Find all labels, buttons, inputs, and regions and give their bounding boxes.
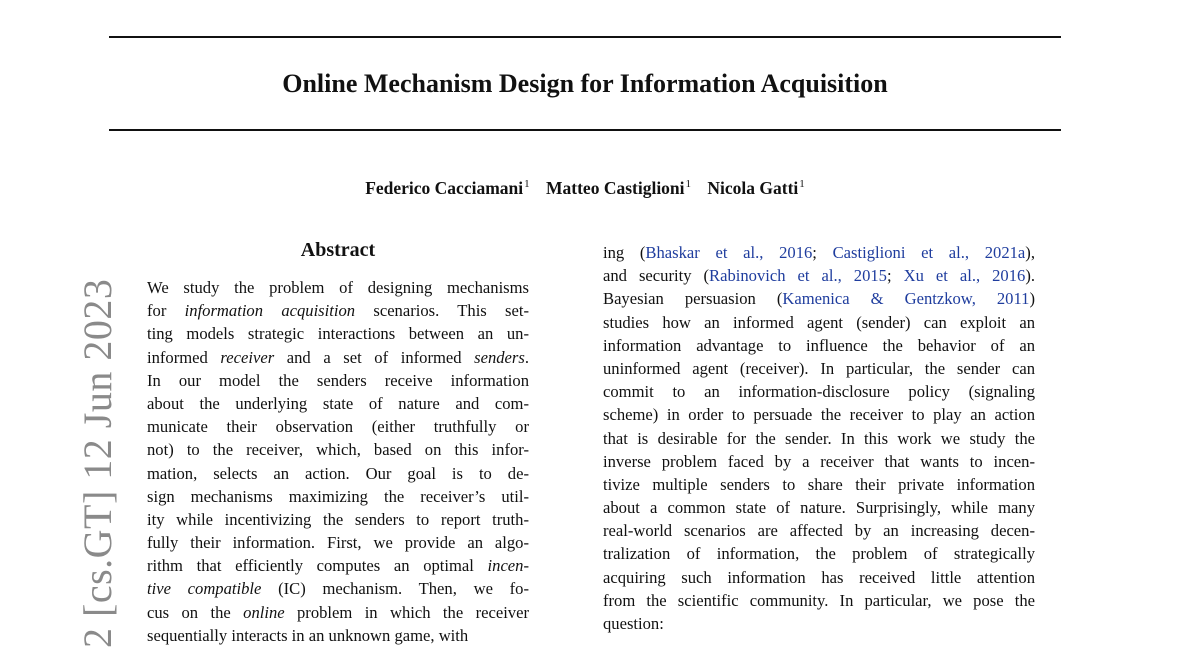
emphasis-text: incen- — [487, 556, 529, 576]
text-line: sign mechanisms maximizing the receiver’s util- — [147, 486, 529, 506]
text-line: tive compatible (IC) mechanism. Then, we fo- — [147, 579, 529, 599]
citation-link[interactable]: Rabinovich et al., 2015 — [709, 266, 887, 286]
title-rule-top — [109, 36, 1061, 38]
text-line: uninformed agent (receiver). In particular, the sender can — [603, 358, 1035, 378]
emphasis-text: information acquisition — [184, 301, 356, 321]
text-line: from the scientific community. In particular, we pose the — [603, 590, 1035, 610]
text-line: We study the problem of designing mechanisms — [147, 278, 529, 297]
author-name: Matteo Castiglioni — [546, 178, 685, 198]
author-2 — [546, 178, 691, 198]
paper-title: Online Mechanism Design for Information Acquisition — [282, 69, 888, 98]
emphasis-text: senders — [474, 347, 525, 367]
author-affiliation: 1 — [799, 178, 805, 190]
citation-link[interactable]: Castiglioni et al., 2021a — [832, 243, 1026, 262]
citation-link[interactable]: Xu et al., 2016 — [903, 266, 1026, 286]
emphasis-text: tive compatible — [147, 579, 262, 599]
citation-link[interactable]: Bhaskar et al., 2016 — [645, 243, 813, 262]
text-line: ting models strategic interactions between an un- — [147, 324, 529, 344]
title-rule-bottom — [109, 129, 1061, 131]
citation-link[interactable]: Kamenica & Gentzkow, 2011 — [782, 289, 1030, 309]
text-line: information advantage to influence the behavior of an — [603, 335, 1035, 355]
author-3 — [707, 178, 804, 198]
abstract-heading: Abstract — [300, 239, 376, 261]
text-line: and security (Rabinovich et al., 2015; Xu et al., 2016). — [603, 266, 1035, 286]
text-line: about a common state of nature. Surprisingly, while many — [603, 498, 1035, 518]
author-list — [0, 172, 1170, 200]
text-line: real-world scenarios are affected by an increasing decen- — [603, 521, 1035, 541]
text-line: ing (Bhaskar et al., 2016; Castiglioni et al., 2021a), — [603, 243, 1035, 262]
text-line: commit to an information-disclosure policy (signaling — [603, 382, 1035, 402]
text-line: fully their information. First, we provide an algo- — [147, 533, 529, 553]
arxiv-identifier-stamp — [23, 275, 120, 648]
text-line: inverse problem faced by a receiver that wants to incen- — [603, 451, 1035, 471]
text-line: rithm that efficiently computes an optimal incen- — [147, 556, 529, 576]
author-affiliation: 1 — [685, 178, 692, 190]
text-line: not) to the receiver, which, based on this infor- — [147, 440, 529, 460]
emphasis-text: online — [243, 602, 285, 622]
emphasis-text: receiver — [220, 347, 275, 367]
text-line: scheme) in order to persuade the receiver to play an action — [603, 405, 1035, 425]
text-line: for information acquisition scenarios. This set- — [147, 301, 530, 321]
text-line: cus on the online problem in which the receiver — [147, 602, 529, 622]
arxiv-stamp-text: 2 [cs.GT] 12 Jun 2023 — [75, 278, 120, 648]
text-line: acquiring such information has received little attention — [603, 567, 1035, 587]
introduction-body — [603, 241, 1035, 635]
text-line: tralization of information, the problem of strategically — [603, 544, 1035, 564]
text-line: Bayesian persuasion (Kamenica & Gentzkow, 2011) — [603, 289, 1035, 309]
text-line: sequentially interacts in an unknown game, with — [147, 625, 469, 645]
text-line: about the underlying state of nature and com- — [147, 393, 529, 413]
text-line: question: — [603, 614, 664, 633]
author-1 — [365, 178, 529, 198]
text-line: municate their observation (either truthfully or — [147, 417, 529, 437]
text-line: studies how an informed agent (sender) can exploit an — [603, 312, 1035, 332]
text-line: that is desirable for the sender. In this work we study the — [603, 428, 1035, 448]
text-line: tivize multiple senders to share their private information — [603, 474, 1035, 494]
author-name: Nicola Gatti — [707, 178, 799, 198]
author-name: Federico Cacciamani — [365, 178, 524, 198]
abstract-body — [147, 276, 529, 647]
text-line: In our model the senders receive information — [147, 370, 529, 390]
author-affiliation: 1 — [524, 178, 530, 190]
text-line: mation, selects an action. Our goal is to de- — [147, 463, 529, 483]
text-line: ity while incentivizing the senders to report truth- — [147, 509, 529, 529]
text-line: informed receiver and a set of informed senders. — [147, 347, 529, 367]
